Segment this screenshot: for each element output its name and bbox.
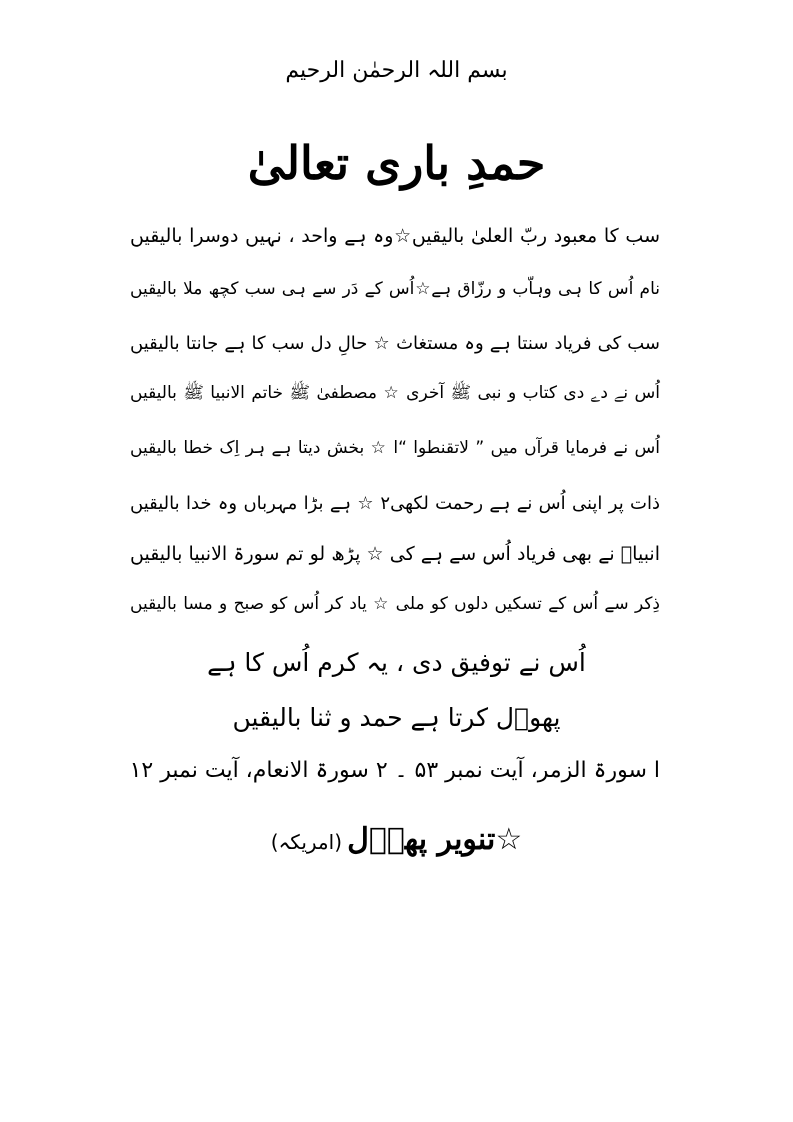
closing-line-1: اُس نے توفیق دی ، یہ کرم اُس کا ہے bbox=[207, 648, 586, 677]
bismillah-heading: بسم اللہ الرحمٰن الرحیم bbox=[285, 58, 508, 83]
author-country: (امریکہ) bbox=[270, 830, 342, 854]
verse-line-1: سب کا معبود ربّ العلیٰ بالیقیں☆وہ ہے واحد ، نہیں دوسرا بالیقیں bbox=[130, 225, 660, 247]
verse-line-4: اُس نے دے دی کتاب و نبی ﷺ آخری ☆ مصطفیٰ ﷺ خاتم الانبیا ﷺ بالیقیں bbox=[130, 383, 660, 403]
author-signature bbox=[0, 822, 793, 857]
verse-line-8: ذِکر سے اُس کے تسکیں دلوں کو ملی ☆ یاد کر اُس کو صبح و مسا بالیقیں bbox=[130, 594, 660, 614]
verse-line-2: نام اُس کا ہی وہاّب و رزّاق ہے☆اُس کے دَر سے ہی سب کچھ ملا بالیقیں bbox=[130, 279, 660, 299]
verse-line-3: سب کی فریاد سنتا ہے وہ مستغاث ☆ حالِ دل سب کا ہے جانتا بالیقیں bbox=[130, 333, 660, 354]
author-name: تنویر پھوؔل bbox=[347, 822, 496, 857]
verse-line-7: انبیاؑ نے بھی فریاد اُس سے ہے کی ☆ پڑھ لو تم سورۃ الانبیا بالیقیں bbox=[130, 543, 660, 565]
verse-line-5: اُس نے فرمایا قرآں میں ” لاتقنطوا “ا ☆ بخش دیتا ہے ہر اِک خطا بالیقیں bbox=[130, 438, 660, 458]
closing-line-2: پھوؔل کرتا ہے حمد و ثنا بالیقیں bbox=[232, 703, 561, 732]
verse-line-6: ذات پر اپنی اُس نے ہے رحمت لکھی۲ ☆ ہے بڑا مہرباں وہ خدا بالیقیں bbox=[130, 493, 660, 514]
star-icon: ☆ bbox=[495, 822, 523, 857]
page-title: حمدِ باری تعالیٰ bbox=[247, 136, 546, 190]
footnote: ا سورۃ الزمر، آیت نمبر ۵۳ ۔ ۲ سورۃ الانعام، آیت نمبر ۱۲ bbox=[129, 758, 660, 783]
